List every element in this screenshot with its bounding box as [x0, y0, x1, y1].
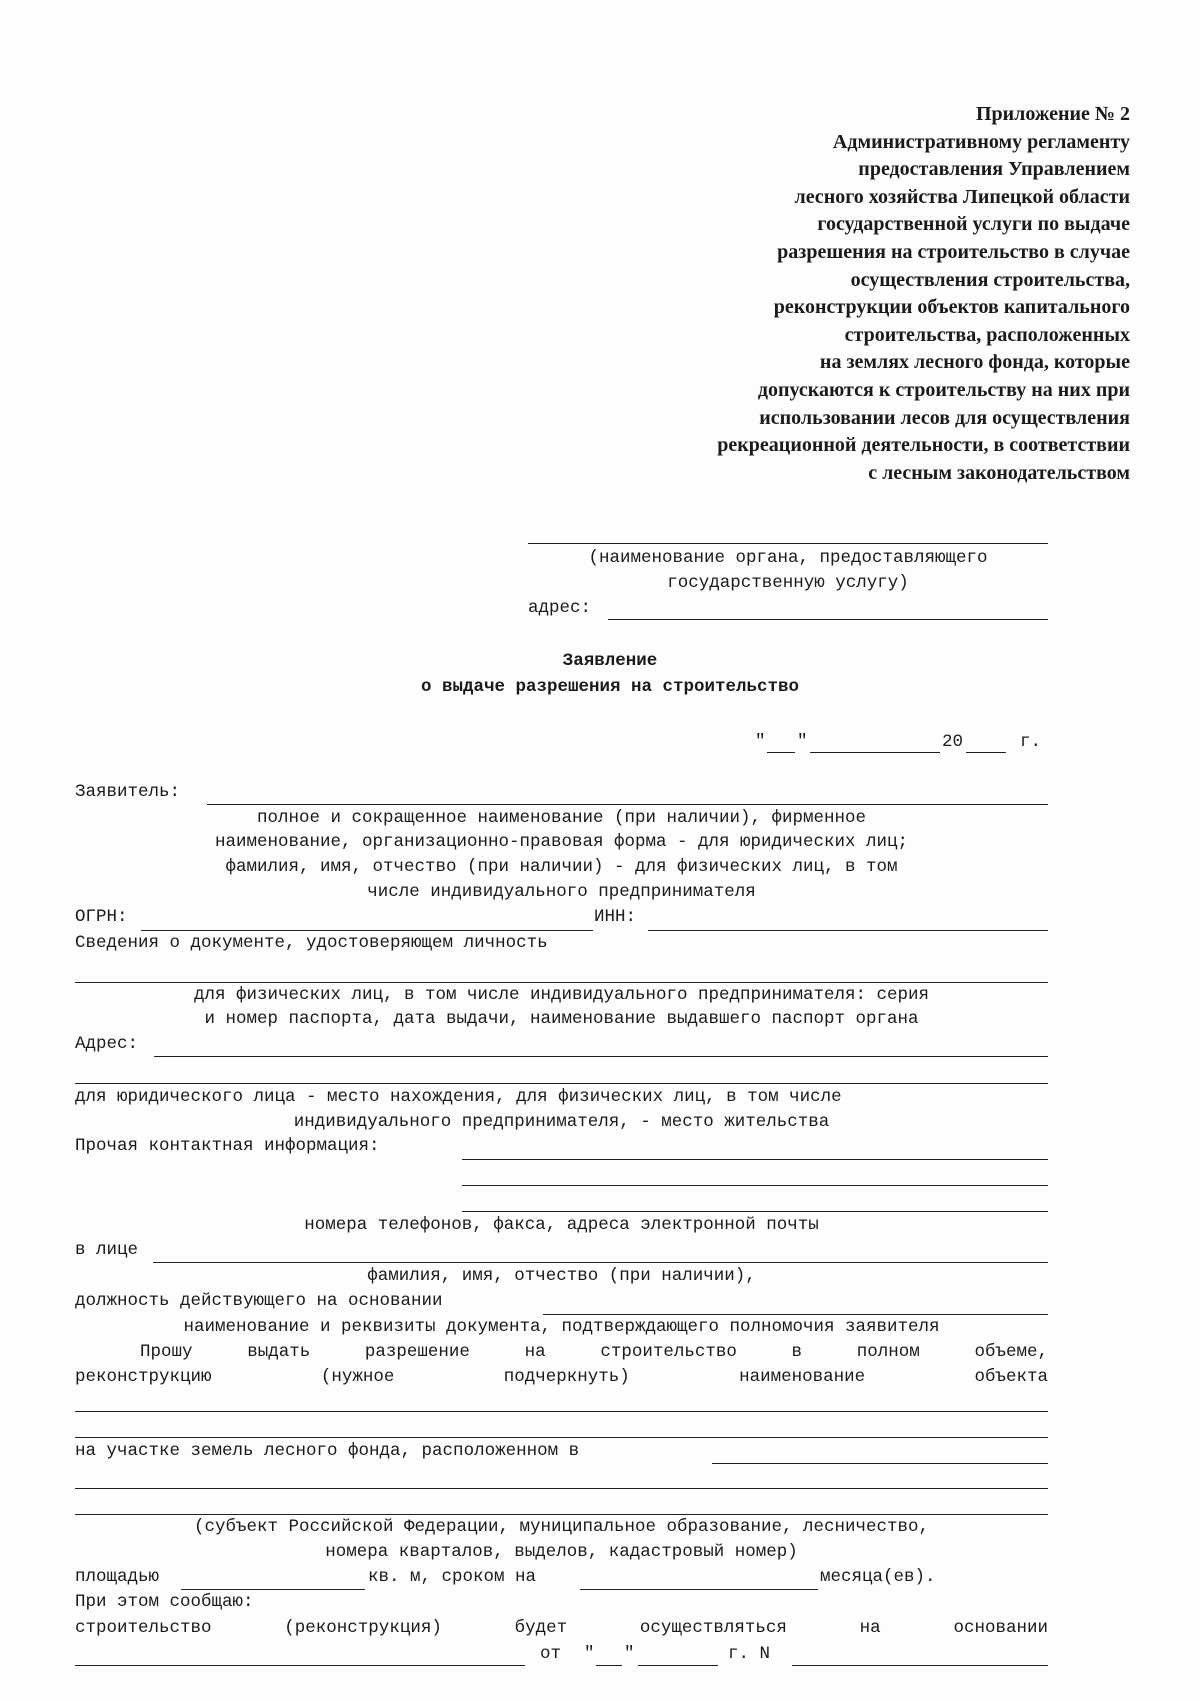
contact-label: Прочая контактная информация:: [75, 1136, 380, 1156]
date-year-field[interactable]: [966, 752, 1006, 753]
annex-line: разрешения на строительство в случае: [777, 240, 1130, 263]
recipient-caption: (наименование органа, предоставляющего: [588, 548, 988, 568]
authority-hint: наименование и реквизиты документа, подтверждающего полномочия заявителя: [183, 1317, 940, 1337]
annex-line: использовании лесов для осуществления: [759, 406, 1130, 429]
id-document-hint: для физических лиц, в том числе индивидуального предпринимателя: серия: [193, 985, 930, 1005]
address-hint: индивидуального предпринимателя, - место жительства: [293, 1112, 830, 1132]
term-unit: месяца(ев).: [820, 1567, 936, 1587]
form-title: Заявление: [562, 651, 658, 671]
person-hint: фамилия, имя, отчество (при наличии),: [367, 1266, 756, 1286]
person-label: в лице: [75, 1240, 139, 1260]
basis-quote-open: ": [584, 1644, 595, 1664]
annex-header: [570, 101, 1130, 487]
date-quote-open: ": [755, 732, 766, 752]
recipient-name-field[interactable]: [528, 543, 1048, 544]
request-word: разрешение: [364, 1342, 470, 1362]
annex-line: реконструкции объектов капитального: [773, 296, 1130, 319]
request-word: (нужное: [320, 1367, 395, 1387]
basis-word: (реконструкция): [284, 1618, 442, 1638]
request-word: объеме,: [974, 1342, 1048, 1362]
inn-field[interactable]: [648, 930, 1048, 931]
ogrn-field[interactable]: [141, 930, 593, 931]
basis-word: осуществляться: [639, 1618, 787, 1638]
annex-line: государственной услуги по выдаче: [817, 213, 1130, 236]
applicant-label: Заявитель:: [75, 782, 181, 802]
object-name-field-line-2[interactable]: [75, 1437, 1048, 1438]
date-month-field[interactable]: [810, 752, 940, 753]
applicant-hint: числе индивидуального предпринимателя: [367, 882, 756, 902]
date-year-prefix: 20: [942, 732, 964, 752]
plot-hint: номера кварталов, выделов, кадастровый номер): [325, 1542, 798, 1562]
notice-label: При этом сообщаю:: [75, 1592, 254, 1612]
plot-label: на участке земель лесного фонда, расположенном в: [75, 1441, 580, 1461]
annex-line: рекреационной деятельности, в соответствии: [717, 434, 1130, 457]
contact-field[interactable]: [462, 1159, 1048, 1160]
annex-line: строительства, расположенных: [844, 323, 1130, 346]
annex-line: осуществления строительства,: [850, 268, 1130, 291]
form-subtitle: о выдаче разрешения на строительство: [420, 677, 800, 697]
request-word: подчеркнуть): [503, 1367, 630, 1387]
request-word: наименование: [739, 1367, 866, 1387]
request-line-2: [75, 1366, 1048, 1388]
plot-location-field-line-2[interactable]: [75, 1488, 1048, 1489]
recipient-address-field[interactable]: [608, 619, 1048, 620]
address-field-line-2[interactable]: [75, 1083, 1048, 1084]
address-field[interactable]: [154, 1056, 1048, 1057]
request-word: на: [524, 1342, 546, 1362]
id-document-hint: и номер паспорта, дата выдачи, наименование выдавшего паспорт органа: [204, 1009, 919, 1029]
annex-line: с лесным законодательством: [868, 461, 1130, 484]
request-word: в: [791, 1342, 803, 1362]
date-year-suffix: г.: [1020, 732, 1042, 752]
request-word: реконструкцию: [75, 1367, 212, 1387]
request-word: объекта: [974, 1367, 1048, 1387]
request-word: Прошу: [140, 1342, 193, 1362]
basis-number-field[interactable]: [792, 1665, 1048, 1666]
basis-quote-close: ": [624, 1644, 635, 1664]
object-name-field[interactable]: [75, 1411, 1048, 1412]
applicant-hint: полное и сокращенное наименование (при наличии), фирменное: [256, 808, 867, 828]
request-word: строительство: [600, 1342, 737, 1362]
recipient-address-label: адрес:: [528, 598, 592, 618]
basis-document-field[interactable]: [75, 1665, 525, 1666]
plot-location-field-line-3[interactable]: [75, 1514, 1048, 1515]
annex-line: на землях лесного фонда, которые: [819, 351, 1130, 374]
applicant-hint: наименование, организационно-правовая форма - для юридических лиц;: [214, 832, 909, 852]
contact-field-line-3[interactable]: [462, 1211, 1048, 1212]
area-field[interactable]: [181, 1589, 365, 1590]
basis-word: основании: [953, 1618, 1048, 1638]
date-quote-close: ": [797, 732, 808, 752]
annex-line: Административному регламенту: [832, 130, 1130, 153]
plot-location-field[interactable]: [712, 1463, 1048, 1464]
basis-from-label: от: [540, 1644, 562, 1664]
basis-day-field[interactable]: [596, 1665, 622, 1666]
address-hint-text: для юридического лица - место нахождения, для физических лиц, в том числе: [75, 1087, 842, 1107]
contact-field-line-2[interactable]: [462, 1185, 1048, 1186]
request-word: выдать: [247, 1342, 311, 1362]
annex-line: допускаются к строительству на них при: [757, 378, 1130, 401]
area-unit: кв. м, сроком на: [368, 1567, 537, 1587]
term-field[interactable]: [580, 1589, 818, 1590]
id-document-label: Сведения о документе, удостоверяющем личность: [75, 933, 548, 953]
basis-year-suffix: г. N: [728, 1644, 771, 1664]
position-label: должность действующего на основании: [75, 1291, 443, 1311]
basis-word: строительство: [75, 1618, 212, 1638]
address-label: Адрес:: [75, 1034, 139, 1054]
id-document-field[interactable]: [75, 982, 1048, 983]
basis-month-field[interactable]: [638, 1665, 718, 1666]
position-field[interactable]: [543, 1314, 1048, 1315]
person-field[interactable]: [153, 1262, 1048, 1263]
request-line-1: [140, 1341, 1048, 1363]
applicant-field[interactable]: [207, 804, 1048, 805]
contact-hint: номера телефонов, факса, адреса электронной почты: [304, 1215, 819, 1235]
ogrn-label: ОГРН:: [75, 907, 128, 927]
annex-line: предоставления Управлением: [858, 158, 1130, 181]
basis-line: [75, 1617, 1048, 1639]
address-hint: [75, 1086, 1048, 1108]
recipient-caption: государственную услугу): [667, 573, 909, 593]
date-day-field[interactable]: [767, 752, 795, 753]
inn-label: ИНН:: [594, 907, 637, 927]
annex-line: лесного хозяйства Липецкой области: [794, 185, 1130, 208]
request-word: полном: [856, 1342, 920, 1362]
area-label: площадью: [75, 1567, 160, 1587]
applicant-hint: фамилия, имя, отчество (при наличии) - для физических лиц, в том: [225, 857, 898, 877]
plot-hint: (субъект Российской Федерации, муниципальное образование, лесничество,: [193, 1517, 930, 1537]
annex-line: Приложение № 2: [975, 103, 1130, 125]
basis-word: будет: [514, 1618, 568, 1638]
basis-word: на: [859, 1618, 881, 1638]
